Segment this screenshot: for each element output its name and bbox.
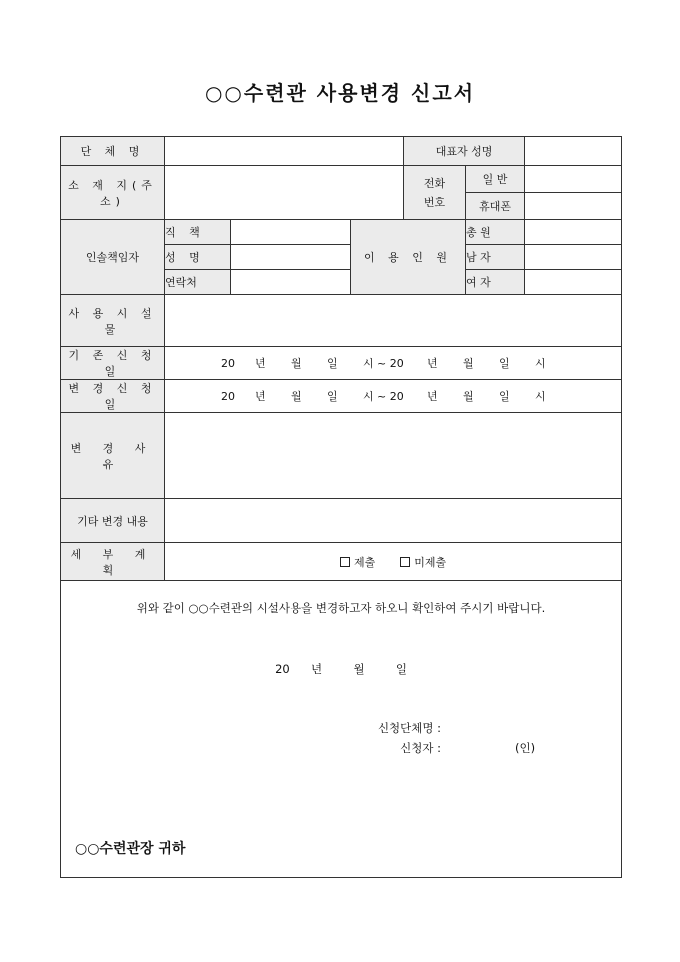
changed-hour-2: 시: [535, 390, 546, 403]
male-field[interactable]: [525, 245, 622, 270]
submitted-checkbox[interactable]: [340, 557, 350, 567]
female-label: 여 자: [466, 270, 525, 295]
users-label: 이 용 인 원: [351, 220, 466, 295]
phone-general-label: 일 반: [466, 166, 525, 193]
contact-label: 연락처: [165, 270, 231, 295]
existing-month: 월: [291, 357, 302, 370]
existing-date-row: [165, 355, 621, 371]
document-title: ○○수련관 사용변경 신고서: [204, 81, 476, 105]
recipient: ○○수련관장 귀하: [75, 841, 186, 857]
location-label: [61, 166, 165, 220]
not-submitted-checkbox[interactable]: [400, 557, 410, 567]
changed-date-label: 변 경 신 청 일: [61, 380, 165, 413]
changed-day-2: 일: [499, 390, 510, 403]
rep-name-label: 대표자 성명: [404, 137, 525, 166]
location-label-text: 소 재 지(주소): [68, 178, 157, 208]
changed-hour: 시: [363, 390, 374, 403]
reason-field[interactable]: [165, 413, 622, 499]
facility-label: 사 용 시 설 물: [61, 295, 165, 347]
name-label: 성 명: [165, 245, 231, 270]
existing-hour: 시: [363, 357, 374, 370]
detail-plan-label: 세 부 계 획: [61, 543, 165, 581]
changed-year-2: 년: [427, 390, 438, 403]
position-label: 직 책: [165, 220, 231, 245]
changed-tilde: ~ 20: [377, 389, 404, 403]
org-name-label: 단 체 명: [61, 137, 165, 166]
existing-day-2: 일: [499, 357, 510, 370]
sign-date: [61, 661, 621, 677]
changed-month: 월: [291, 390, 302, 403]
changed-day: 일: [327, 390, 338, 403]
facility-field[interactable]: [165, 295, 622, 347]
existing-day: 일: [327, 357, 338, 370]
rep-name-field[interactable]: [525, 137, 622, 166]
seal-mark: (인): [515, 741, 536, 755]
changed-year: 년: [255, 390, 266, 403]
not-submitted-label: 미제출: [414, 555, 447, 569]
leader-label: 인솔책임자: [61, 220, 165, 295]
existing-date-field[interactable]: [165, 347, 622, 380]
sign-date-prefix: 20: [275, 662, 290, 676]
detail-plan-field: [165, 543, 622, 581]
other-changes-label: 기타 변경 내용: [61, 499, 165, 543]
statement-area: [61, 581, 622, 878]
org-name-field[interactable]: [165, 137, 404, 166]
phone-label: 전화 번호: [404, 166, 466, 220]
existing-tilde: ~ 20: [377, 356, 404, 370]
application-form: [60, 136, 622, 878]
statement-text: 위와 같이 ○○수련관의 시설사용을 변경하고자 하오니 확인하여 주시기 바랍니다.: [136, 601, 546, 615]
phone-general-field[interactable]: [525, 166, 622, 193]
sign-date-day: 일: [395, 662, 407, 676]
existing-month-2: 월: [463, 357, 474, 370]
changed-year-prefix: 20: [221, 389, 235, 403]
changed-date-field[interactable]: [165, 380, 622, 413]
other-changes-field[interactable]: [165, 499, 622, 543]
applicant-person-label: 신청자 :: [400, 741, 442, 755]
existing-year: 년: [255, 357, 266, 370]
existing-hour-2: 시: [535, 357, 546, 370]
sign-date-year: 년: [311, 662, 323, 676]
name-field[interactable]: [231, 245, 351, 270]
existing-year-prefix: 20: [221, 356, 235, 370]
position-field[interactable]: [231, 220, 351, 245]
changed-date-row: [165, 388, 621, 404]
female-field[interactable]: [525, 270, 622, 295]
male-label: 남 자: [466, 245, 525, 270]
existing-date-label: 기 존 신 청 일: [61, 347, 165, 380]
total-label: 총 원: [466, 220, 525, 245]
phone-mobile-label: 휴대폰: [466, 193, 525, 220]
contact-field[interactable]: [231, 270, 351, 295]
phone-mobile-field[interactable]: [525, 193, 622, 220]
submitted-label: 제출: [353, 555, 376, 569]
applicant-org-label: 신청단체명 :: [377, 721, 442, 735]
sign-date-month: 월: [353, 662, 365, 676]
changed-month-2: 월: [463, 390, 474, 403]
reason-label: 변 경 사 유: [61, 413, 165, 499]
location-field[interactable]: [165, 166, 404, 220]
existing-year-2: 년: [427, 357, 438, 370]
total-field[interactable]: [525, 220, 622, 245]
